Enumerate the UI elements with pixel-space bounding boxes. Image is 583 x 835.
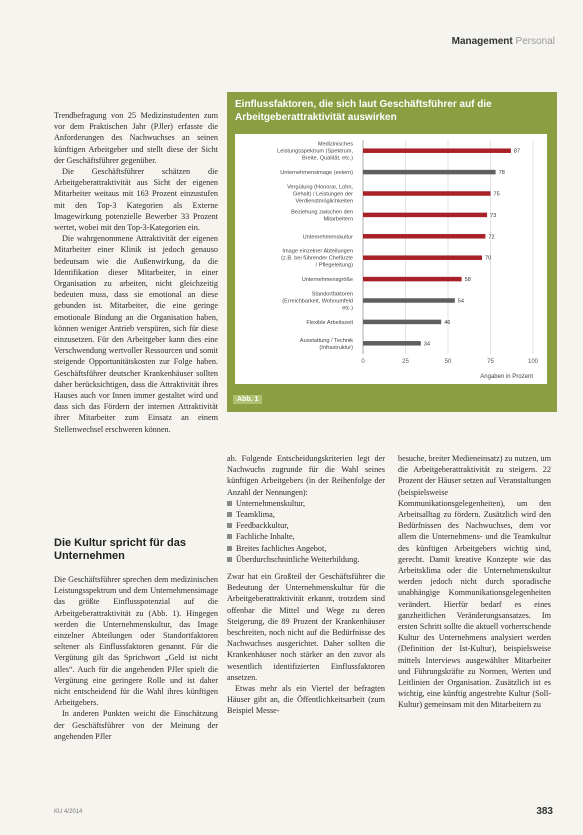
list-item: Überdurchschnittliche Weiterbildung. bbox=[227, 554, 385, 565]
list-item: Unternehmenskultur, bbox=[227, 498, 385, 509]
bar bbox=[363, 320, 441, 325]
paragraph: Etwas mehr als ein Viertel der befragten Häuser gibt an, die Öffentlichkeitsarbeit (zum Beispiel Messe- bbox=[227, 684, 385, 716]
paragraph: Die wahrgenommene Attraktivität der eigenen Mitarbeiter einer Klinik ist jedoch genauso bedeutsam wie die Außenwirkung, da die Identifikation dieser Mitarbeiter, in einer Organisation zu arbeiten, nicht gleichzeitig bedeuten muss, dass sie emotional an diese gebunden ist. Mitarbeiter, die eine geringe emotionale Bindung an die Organisation haben, können weniger Antrieb verspüren, sich für diese einzusetzen. Für den Arbeitgeber kann dies eine Verschwendung wertvoller Ressourcen und somit steigende Opportunitätskosten zur Folge haben. Geschäftsführer deutscher Krankenhäuser sollten daher berücksichtigen, dass die Attraktivität ihres Hauses auch vor Innen immer gestaltet wird und dass sich das Fördern der internen Attraktivität ihrer Mitarbeiter zum Einsatz an einem Stellenwechsel erschweren können. bbox=[54, 234, 218, 434]
paragraph: ab. Folgende Entscheidungskriterien legt der Nachwuchs zugrunde für die Wahl seines künftigen Arbeitgebers (in der Reihenfolge der Anzahl der Nennungen): bbox=[227, 454, 385, 497]
x-tick-label: 25 bbox=[402, 359, 409, 365]
x-axis-title: Angaben in Prozent bbox=[480, 374, 533, 380]
list-item: Breites fachliches Angebot, bbox=[227, 543, 385, 554]
left-column-bottom bbox=[54, 574, 218, 742]
bar bbox=[363, 213, 487, 218]
chart-title: Einflussfaktoren, die sich laut Geschäftsführer auf die Arbeitgeberattraktivität auswirken bbox=[235, 99, 492, 123]
bar bbox=[363, 277, 462, 282]
category-label: Image einzelner Abteilungen (z.B. bei führender Chefärzte / Pflegeleitung) bbox=[281, 248, 353, 269]
chart-plot-area bbox=[235, 134, 547, 384]
category-label: Medizinisches Leistungsspektrum (Spektrum, Breite, Qualität, etc.) bbox=[277, 141, 353, 162]
category-label: Flexible Arbeitszeit bbox=[306, 319, 353, 326]
page-header bbox=[452, 36, 555, 47]
data-label: 54 bbox=[457, 298, 465, 305]
paragraph: Zwar hat ein Großteil der Geschäftsführer die Bedeutung der Unternehmenskultur für die Arbeitgeberattraktivität erkannt, trotzdem sind offenbar die Mittel und Wege zu deren Steigerung, die 89 Prozent der Krankenhäuser beschreiten, noch nicht auf die Bedürfnisse des Nachwuchses ausgerichtet. Daher sollten die Krankenhäuser noch stärker an den zuvor als wesentlich identifizierten Einflussfaktoren ansetzen. bbox=[227, 572, 385, 682]
data-label: 72 bbox=[488, 234, 495, 241]
data-label: 73 bbox=[490, 212, 497, 219]
header-section: Management bbox=[451, 36, 513, 47]
category-label: Standortfaktoren (Erreichbarkeit, Wohnumfeld etc.) bbox=[282, 291, 353, 312]
paragraph: Die Geschäftsführer sprechen dem medizinischen Leistungsspektrum und dem Unternehmensimage das größte Einflusspotenzial auf die Arbeitgeberattraktivität zu (Abb. 1). Hingegen werden die Unternehmenskultur, das Image einzelner Abteilungen oder Standortfaktoren seltener als Einflussfaktoren genannt. Für die Vergütung gilt das Sprichwort „Geld ist nicht alles“. Auch für die angehenden PJler spielt die Vergütung eine geringere Rolle und ist daher nicht entscheidend für die Wahl ihres künftigen Arbeitgebers. bbox=[54, 575, 218, 708]
page-number: 383 bbox=[536, 806, 553, 817]
data-label: 78 bbox=[498, 170, 505, 177]
criteria-list bbox=[227, 498, 385, 565]
data-label: 75 bbox=[493, 191, 500, 198]
data-label: 58 bbox=[464, 277, 471, 284]
x-tick-label: 0 bbox=[361, 359, 365, 365]
left-column-top bbox=[54, 110, 218, 435]
bar bbox=[363, 298, 455, 303]
paragraph: In anderen Punkten weicht die Einschätzung der Geschäftsführer von der Meinung der angehenden PJler bbox=[54, 709, 218, 741]
list-item: Feedbackkultur, bbox=[227, 520, 385, 531]
bar bbox=[363, 234, 485, 239]
bar-chart bbox=[235, 134, 547, 384]
list-item: Teamklima, bbox=[227, 509, 385, 520]
list-item: Fachliche Inhalte, bbox=[227, 531, 385, 542]
footer-journal: KU 4/2014 bbox=[54, 809, 83, 815]
header-subsection: Personal bbox=[515, 36, 555, 47]
data-label: 70 bbox=[485, 255, 492, 262]
data-label: 34 bbox=[423, 341, 431, 348]
bar bbox=[363, 255, 482, 260]
data-label: 87 bbox=[513, 148, 521, 155]
bar bbox=[363, 148, 511, 153]
bar bbox=[363, 191, 491, 196]
category-label: Unternehmenskultur bbox=[302, 234, 353, 241]
category-label: Unternehmensimage (extern) bbox=[280, 170, 353, 177]
section-heading: Die Kultur spricht für das Unternehmen bbox=[54, 537, 187, 562]
x-tick-label: 75 bbox=[487, 359, 494, 365]
figure-label: Abb. 1 bbox=[233, 395, 262, 404]
x-tick-label: 50 bbox=[444, 359, 452, 365]
middle-column bbox=[227, 453, 385, 717]
data-label: 46 bbox=[444, 319, 451, 326]
paragraph: Trendbefragung von 25 Medizinstudenten zum vor dem Praktischen Jahr (PJler) erfasste die Anforderungen des Nachwuchses an seinen künftigen Arbeitgeber und stellt diese der Sicht der Geschäftsführer gegenüber. bbox=[54, 111, 218, 165]
figure-panel bbox=[227, 92, 557, 412]
bar bbox=[363, 170, 496, 175]
category-label: Ausstattung / Technik (Infrastruktur) bbox=[299, 337, 353, 351]
x-tick-label: 100 bbox=[527, 359, 539, 365]
bar bbox=[363, 341, 421, 346]
paragraph: Die Geschäftsführer schätzen die Arbeitgeberattraktivität aus Sicht der eigenen Mitarbeiter weitaus mit 163 Prozent einzustufen mit den Top-3 Kategorien als Externe Imagewirkung potenzielle Bewerber 33 Prozent wertet, wobei mit den Top-3-Kategorien ein. bbox=[54, 167, 218, 233]
category-label: Beziehung zwischen den Mitarbeitern bbox=[291, 209, 353, 223]
category-label: Unternehmensgröße bbox=[301, 277, 353, 284]
category-label: Vergütung (Honorar, Lohn, Gehalt) / Leistungen der Verdienstmöglichkeiten bbox=[287, 184, 353, 205]
paragraph: besuche, breiter Medieneinsatz) zu nutzen, um die Arbeitgeberattraktivität zu steigern. 22 Prozent der Häuser setzen auf Veranstaltungen (beispielsweise Kommunikationsgelegenheiten), um den Arbeitsalltag zu fördern. Zusätzlich wird den Bedürfnissen des Nachwuchses, dem vor allem die Unternehmens- und die Teamkultur des künftigen Arbeitgebers wichtig sind, gerecht. Damit kreative Konzepte wie das Arbeitsklima oder die Unternehmenskultur werden jedoch nicht durch sporadische unabhängige Kommunikationsgelegenheiten verändert. Hierfür bedarf es eines ganzheitlichen Veränderungsansatzes. Im ersten Schritt sollte die aktuell vorherrschende Kultur des Unternehmens analysiert werden (Definition der Ist-Kultur), beispielsweise mittels Interviews ausgewählter Mitarbeiter und Führungskräfte zu Normen, Werten und Leitlinien der Organisation. Zusätzlich ist es wichtig, eine künftig angestrebte Kultur (Soll-Kultur) gemeinsam mit den Mitarbeitern zu bbox=[398, 454, 551, 710]
right-column bbox=[398, 453, 551, 711]
